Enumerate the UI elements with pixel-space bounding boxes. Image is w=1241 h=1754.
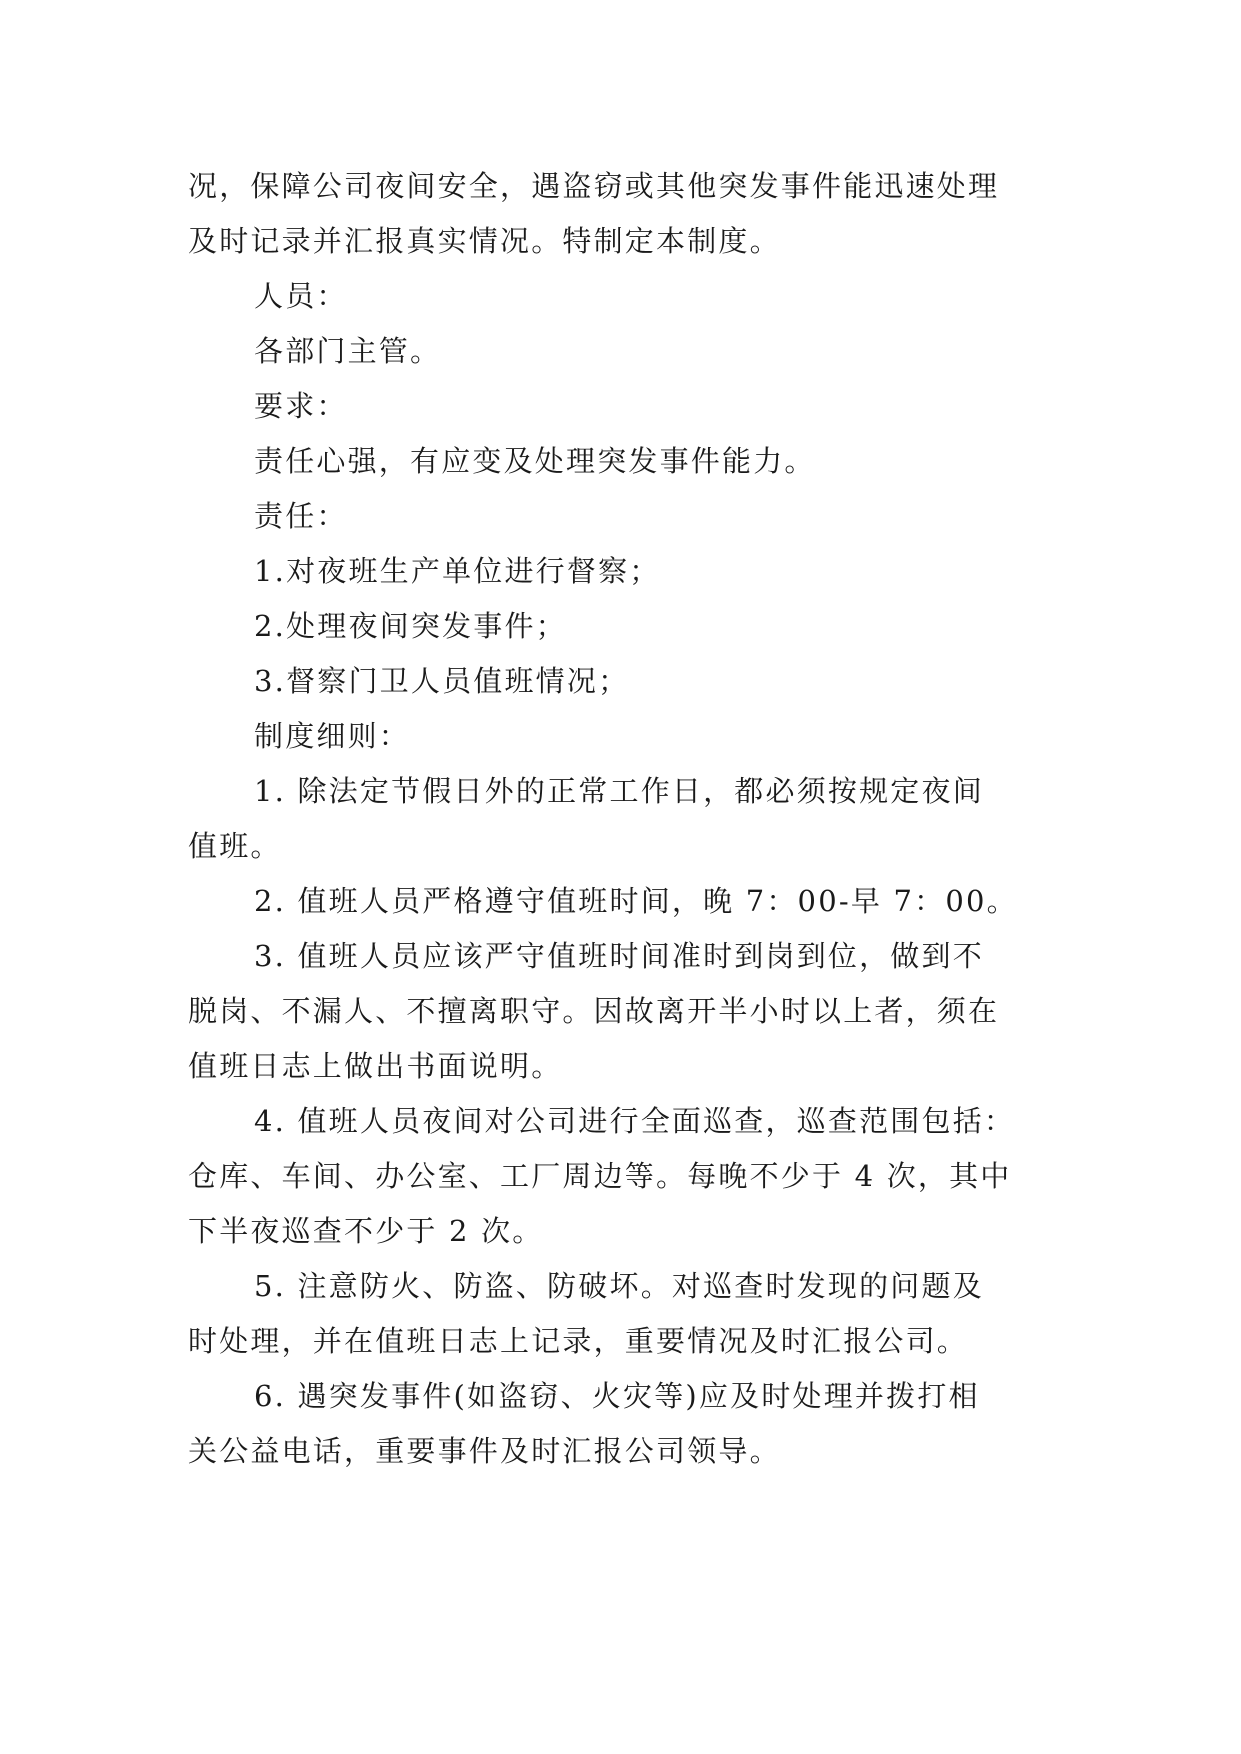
text-line: 仓库、车间、办公室、工厂周边等。每晚不少于 4 次，其中	[188, 1159, 1012, 1193]
list-item: 3.督察门卫人员值班情况；	[254, 664, 630, 698]
text-line: 各部门主管。	[254, 334, 442, 368]
text-line: 及时记录并汇报真实情况。特制定本制度。	[188, 224, 781, 258]
section-heading: 人员：	[254, 279, 348, 313]
list-item: 1.对夜班生产单位进行督察；	[254, 554, 661, 588]
text-line: 时处理，并在值班日志上记录，重要情况及时汇报公司。	[188, 1324, 969, 1358]
rule-item: 4. 值班人员夜间对公司进行全面巡查，巡查范围包括：	[254, 1104, 1016, 1138]
section-heading: 制度细则：	[254, 719, 411, 753]
text-line: 值班日志上做出书面说明。	[188, 1049, 563, 1083]
text-line: 关公益电话，重要事件及时汇报公司领导。	[188, 1434, 781, 1468]
text-line: 责任心强，有应变及处理突发事件能力。	[254, 444, 816, 478]
text-line: 下半夜巡查不少于 2 次。	[188, 1214, 544, 1248]
list-item: 2.处理夜间突发事件；	[254, 609, 567, 643]
text-line: 脱岗、不漏人、不擅离职守。因故离开半小时以上者，须在	[188, 994, 1000, 1028]
rule-item: 3. 值班人员应该严守值班时间准时到岗到位，做到不	[254, 939, 984, 973]
text-line: 况，保障公司夜间安全，遇盗窃或其他突发事件能迅速处理	[188, 169, 1000, 203]
section-heading: 要求：	[254, 389, 348, 423]
text-line: 值班。	[188, 829, 282, 863]
rule-item: 2. 值班人员严格遵守值班时间，晚 7：00-早 7：00。	[254, 884, 1018, 918]
rule-item: 6. 遇突发事件(如盗窃、火灾等)应及时处理并拨打相	[254, 1379, 980, 1413]
rule-item: 1. 除法定节假日外的正常工作日，都必须按规定夜间	[254, 774, 984, 808]
rule-item: 5. 注意防火、防盗、防破坏。对巡查时发现的问题及	[254, 1269, 984, 1303]
section-heading: 责任：	[254, 499, 348, 533]
